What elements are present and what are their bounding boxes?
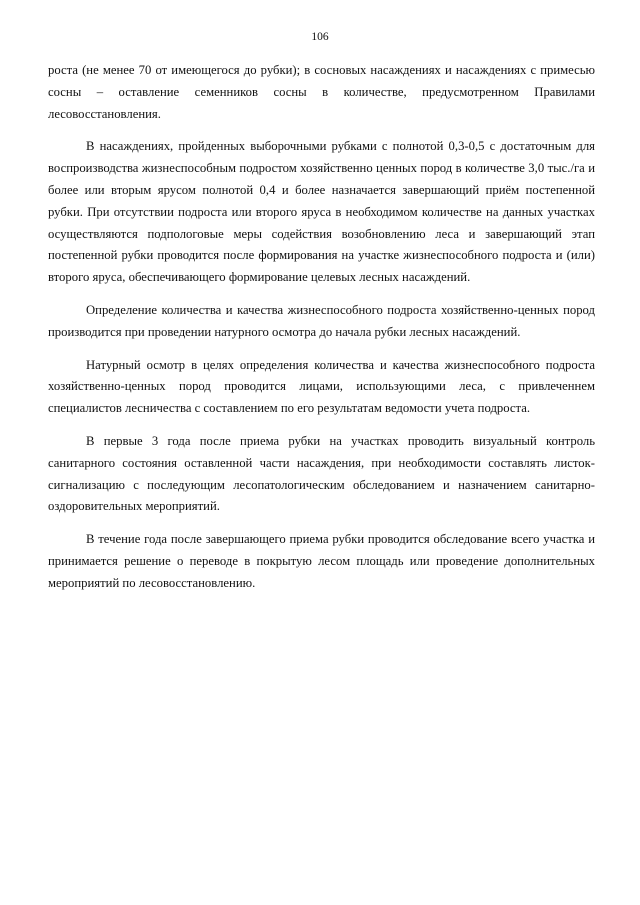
paragraph-field-inspection: Натурный осмотр в целях определения количества и качества жизнеспособного подроста хозяйственно-ценных пород проводится лицами, использующими леса, с привлеченнем специалистов лесничества с составлением по его результатам ведомости учета подроста. — [48, 357, 595, 416]
paragraph-continuation: роста (не менее 70 от имеющегося до рубки); в сосновых насаждениях и насаждениях с примесью сосны – оставление семенников сосны в количестве, предусмотренном Правилами лесовосстановления. — [48, 63, 595, 121]
paragraph-sanitary-control: В первые 3 года после приема рубки на участках проводить визуальный контроль санитарного состояния оставленной части насаждения, при необходимости составлять листок-сигнализацию с последующим лесопатологическим обследованием и назначением санитарно-оздоровительных мероприятий. — [48, 433, 595, 514]
paragraph-selective-logging: В насаждениях, пройденных выборочными рубками с полнотой 0,3-0,5 с достаточным для воспроизводства жизнеспособным подростом хозяйственно ценных пород в количестве 3,0 тыс./га и более или вторым ярусом полнотой 0,4 и более назначается завершающий приём постепенной рубки. При отсутствии подроста или второго яруса в необходимом количестве на данных участках осуществляются подпологовые меры содействия возобновлению леса и завершающий этап постепенной рубки проводится после формирования на участке жизнеспособного подроста и (или) второго яруса, обеспечивающего формирование целевых лесных насаждений. — [48, 139, 595, 285]
paragraph-final-survey: В течение года после завершающего приема рубки проводится обследование всего участка и принимается решение о переводе в покрытую лесом площадь или проведение дополнительных мероприятий по лесовосстановлению. — [48, 532, 595, 590]
paragraph-undergrowth-assessment: Определение количества и качества жизнеспособного подроста хозяйственно-ценных пород производится при проведении натурного осмотра до начала рубки лесных насаждений. — [48, 302, 595, 339]
document-body — [48, 60, 595, 606]
page-number: 106 — [311, 31, 329, 43]
